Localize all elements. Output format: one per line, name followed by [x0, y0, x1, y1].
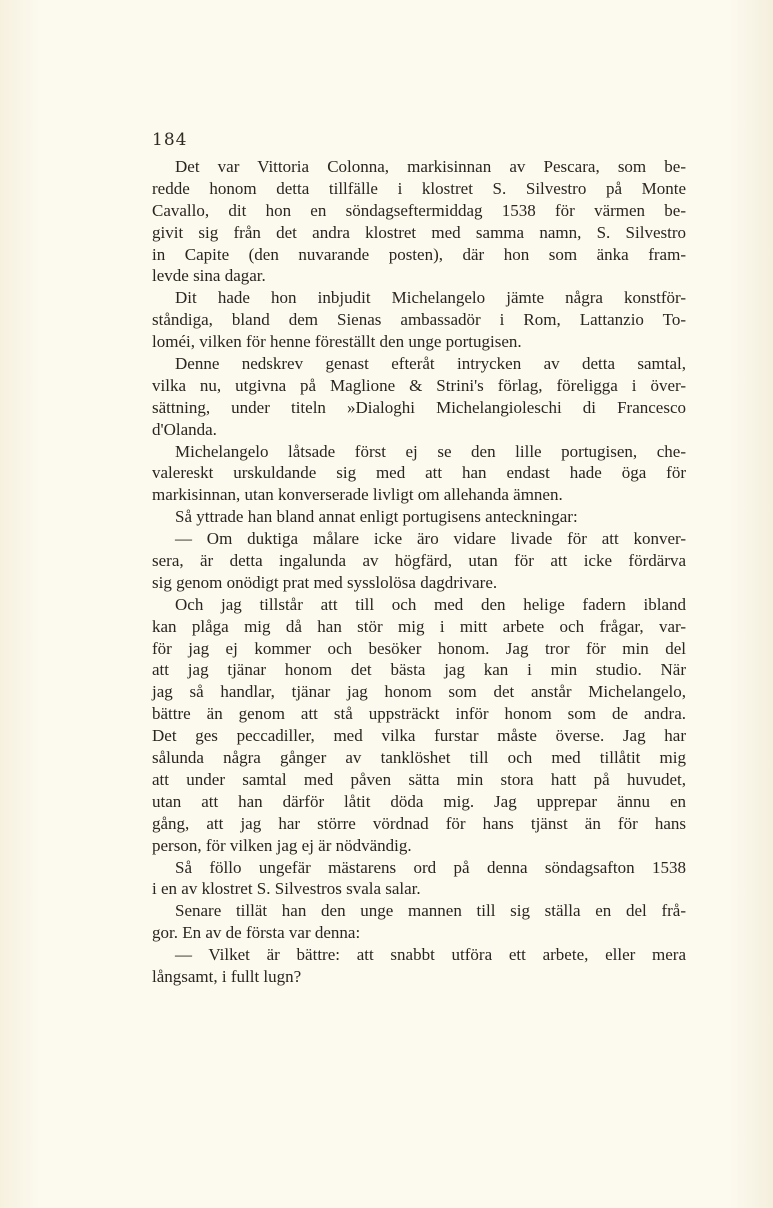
- text-line: bättre än genom att stå uppsträckt inför honom som de andra.: [152, 704, 686, 724]
- text-line: kan plåga mig då han stör mig i mitt arbete och frågar, var-: [152, 616, 686, 636]
- text-line: Cavallo, dit hon en söndagseftermiddag 1538 för värmen be-: [152, 200, 686, 220]
- text-line: Så föllo ungefär mästarens ord på denna söndagsafton 1538: [175, 857, 686, 877]
- text-line: Michelangelo låtsade först ej se den lille portugisen, che-: [175, 441, 686, 461]
- body-text: [152, 156, 686, 988]
- text-line: — Vilket är bättre: att snabbt utföra ett arbete, eller mera: [175, 945, 686, 965]
- text-line: d'Olanda.: [152, 419, 217, 439]
- text-line: Det var Vittoria Colonna, markisinnan av Pescara, som be-: [175, 157, 686, 176]
- text-line: valereskt urskuldande sig med att han endast hade öga för: [152, 463, 686, 483]
- text-line: ståndiga, bland dem Sienas ambassadör i Rom, Lattanzio To-: [152, 310, 686, 330]
- text-line: i en av klostret S. Silvestros svala salar.: [152, 879, 421, 899]
- text-line: Och jag tillstår att till och med den helige fadern ibland: [175, 594, 686, 614]
- text-line: — Om duktiga målare icke äro vidare livade för att konver-: [175, 529, 686, 549]
- text-line: givit sig från det andra klostret med samma namn, S. Silvestro: [152, 222, 686, 242]
- text-line: långsamt, i fullt lugn?: [152, 966, 302, 986]
- page-number: 184: [152, 130, 188, 150]
- text-line: jag så handlar, tjänar jag honom som det anstår Michelangelo,: [152, 682, 686, 702]
- text-line: Dit hade hon inbjudit Michelangelo jämte några konstför-: [175, 288, 686, 308]
- text-line: utan att han därför låtit döda mig. Jag upprepar ännu en: [152, 791, 686, 811]
- text-line: Det ges peccadiller, med vilka furstar måste överse. Jag har: [152, 726, 686, 746]
- text-line: person, för vilken jag ej är nödvändig.: [152, 835, 412, 855]
- text-line: redde honom detta tillfälle i klostret S. Silvestro på Monte: [152, 178, 686, 198]
- text-line: sera, är detta ingalunda av högfärd, utan för att icke fördärva: [152, 551, 686, 571]
- text-line: in Capite (den nuvarande posten), där hon som änka fram-: [152, 244, 686, 264]
- text-line: gång, att jag har större vördnad för hans tjänst än för hans: [152, 813, 686, 833]
- text-line: loméi, vilken för henne föreställt den unge portugisen.: [152, 332, 522, 352]
- text-line: levde sina dagar.: [152, 266, 266, 286]
- text-line: Så yttrade han bland annat enligt portugisens anteckningar:: [175, 507, 578, 527]
- text-line: Senare tillät han den unge mannen till sig ställa en del frå-: [175, 901, 686, 921]
- text-line: Denne nedskrev genast efteråt intrycken av detta samtal,: [175, 354, 686, 374]
- text-line: sålunda några gånger av tanklöshet till och med tillåtit mig: [152, 748, 686, 768]
- text-line: vilka nu, utgivna på Maglione & Strini's förlag, föreligga i över-: [152, 375, 686, 395]
- text-line: att under samtal med påven sätta min stora hatt på huvudet,: [152, 769, 686, 789]
- text-line: sättning, under titeln »Dialoghi Michelangioleschi di Francesco: [152, 397, 686, 417]
- text-line: för jag ej kommer och besöker honom. Jag tror för min del: [152, 638, 686, 658]
- text-line: sig genom onödigt prat med sysslolösa dagdrivare.: [152, 572, 498, 592]
- text-line: gor. En av de första var denna:: [152, 923, 361, 943]
- text-line: att jag tjänar honom det bästa jag kan i min studio. När: [152, 660, 686, 680]
- text-line: markisinnan, utan konverserade livligt om allehanda ämnen.: [152, 485, 563, 505]
